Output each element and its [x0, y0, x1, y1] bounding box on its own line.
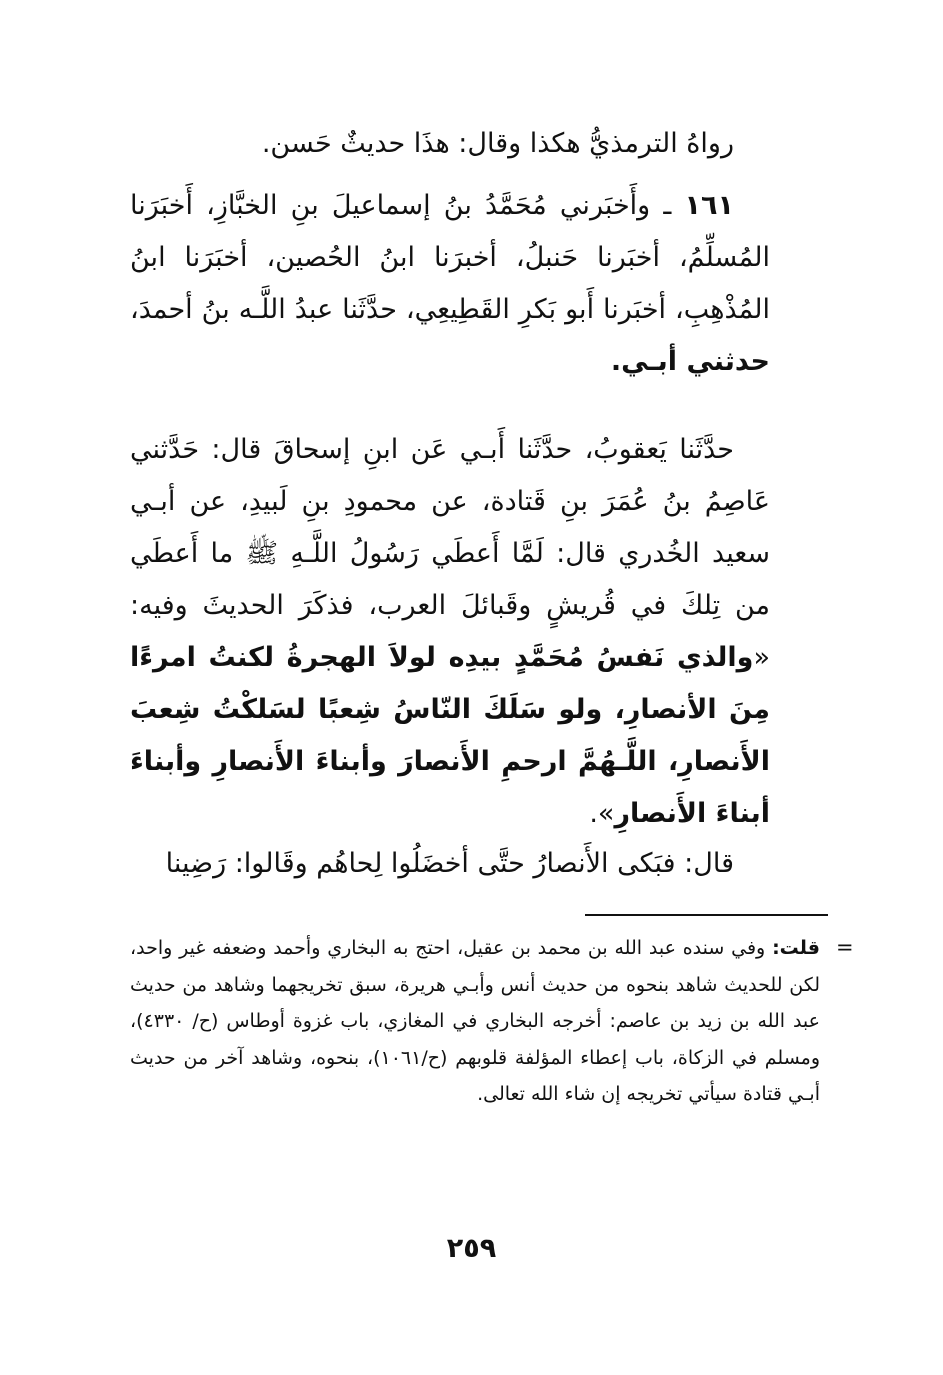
narration-plain: حدَّثَنا يَعقوبُ، حدَّثَنا أَبـي عَن ابنِ إسحاقَ قال: حَدَّثني عَاصِمُ بنُ عُمَرَ بنِ قَتادة، عن محمودِ بنِ لَبيدِ، عن أبـي سعيد الخُدري قال: لَمَّا أَعطَي رَسُولُ اللَّـهِ ﷺ ما أَعطَي من تِلكَ في قُريشٍ وقَبائلَ العرب، فذكَرَ الحديثَ وفيه: « — [130, 434, 770, 673]
intro-line — [130, 118, 770, 170]
hadith-paragraph — [130, 180, 770, 388]
hadith-chain-end: حدثني أبـي. — [610, 346, 770, 377]
narration-text — [130, 424, 770, 840]
page-number: ٢٥٩ — [446, 1233, 497, 1264]
hadith-number: ١٦١ — [684, 190, 734, 221]
intro-text: رواهُ الترمذيُّ هكذا وقال: هذَا حديثٌ حَسن. — [261, 128, 734, 159]
hadith-chain-text: ـ وأَخبَرني مُحَمَّدُ بنُ إسماعيلَ بنِ الخبَّازِ، أَخبَرَنا المُسلِّمُ، أخبَرنا حَنبلُ، أخبرَنا ابنُ الحُصين، أخبَرَنا ابنُ المُذْهِبِ، أخبَرنا أَبو بَكرِ القَطِيعِي، حدَّثَنا عبدُ اللَّـه بنُ أحمدَ، — [130, 190, 770, 325]
footnote-divider — [585, 914, 828, 916]
footnote-body: وفي سنده عبد الله بن محمد بن عقيل، احتج به البخاري وأحمد وضعفه غير واحد، لكن للحديث شاهد بنحوه من حديث أنس وأبـي هريرة، سبق تخريجهما وشاهد من حديث عبد الله بن زيد بن عاصم: أخرجه البخاري في المغازي، باب غزوة أوطاس (ح/ ٤٣٣٠)، ومسلم في الزكاة، باب إعطاء المؤلفة قلوبهم (ح/١٠٦١)، بنحوه، وشاهد آخر من حديث أبـي قتادة سيأتي تخريجه إن شاء الله تعالى. — [130, 937, 820, 1105]
footnote-text — [130, 930, 820, 1113]
narration-quote: والذي نَفسُ مُحَمَّدٍ بيدِه لولاَ الهجرةُ لكنتُ امرءًا مِنَ الأنصارِ، ولو سَلَكَ النّاسُ شِعبًا لسَلكْتُ شِعبَ الأَنصارِ، اللَّـهُمَّ ارحمِ الأَنصارَ وأبناءَ الأَنصارِ وأبناءَ أبناءَ الأَنصارِ — [130, 642, 770, 829]
footnote-label: قلت: — [772, 937, 820, 959]
narration-paragraph — [130, 424, 770, 840]
footnote — [130, 930, 820, 1113]
closing-text: قال: فبَكى الأَنصارُ حتَّى أخضَلُوا لِحاهُم وقَالوا: رَضِينا — [165, 848, 734, 879]
narration-close: ». — [589, 798, 615, 829]
footnote-marker: = — [836, 935, 854, 959]
hadith-chain-paragraph — [130, 180, 770, 388]
closing-paragraph — [130, 838, 770, 890]
